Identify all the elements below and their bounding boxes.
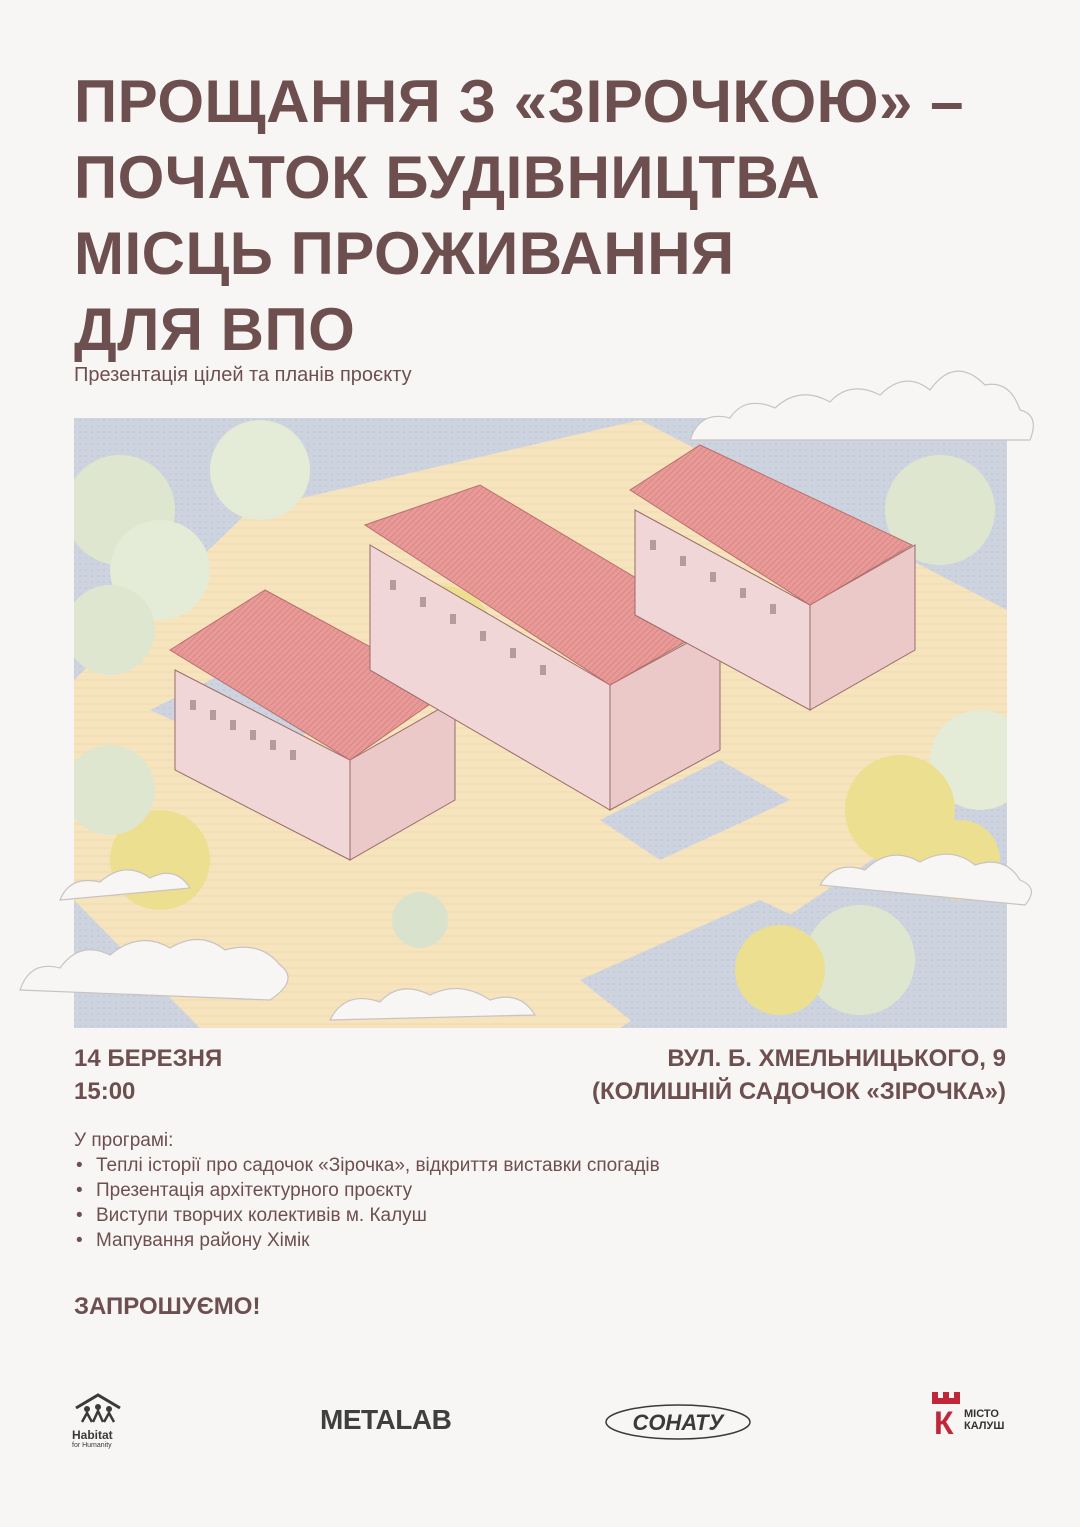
- poster-subtitle: Презентація цілей та планів проєкту: [74, 364, 412, 386]
- program-section: [74, 1128, 660, 1253]
- program-item: • Презентація архітектурного проєкту: [74, 1178, 660, 1203]
- habitat-logo: [72, 1392, 152, 1449]
- kalush-line-2: КАЛУШ: [964, 1420, 1005, 1432]
- program-heading: У програмі:: [74, 1130, 174, 1151]
- program-list: [74, 1153, 660, 1253]
- metalab-logo: METALAB: [320, 1404, 452, 1435]
- event-datetime: [74, 1042, 222, 1108]
- habitat-sub: for Humanity: [72, 1442, 112, 1449]
- title-line-4: ДЛЯ ВПО: [74, 296, 356, 363]
- poster-title: [74, 64, 1034, 368]
- building-illustration: [0, 340, 1080, 1040]
- kalush-line-1: МІСТО: [964, 1408, 999, 1420]
- habitat-house-icon: [72, 1392, 124, 1424]
- kalush-logo: [930, 1390, 1005, 1445]
- address-line-1: ВУЛ. Б. ХМЕЛЬНИЦЬКОГО, 9: [667, 1045, 1006, 1072]
- address-line-2: (КОЛИШНІЙ САДОЧОК «ЗІРОЧКА»): [592, 1078, 1006, 1105]
- kalush-letter: К: [934, 1405, 954, 1440]
- program-item: • Теплі історії про садочок «Зірочка», відкриття виставки спогадів: [74, 1153, 660, 1178]
- invitation-text: ЗАПРОШУЄМО!: [74, 1293, 261, 1320]
- program-item: • Виступи творчих колективів м. Калуш: [74, 1203, 660, 1228]
- sonatu-text: СОНАТУ: [632, 1410, 724, 1435]
- title-line-2: ПОЧАТОК БУДІВНИЦТВА: [74, 144, 821, 211]
- event-time: 15:00: [74, 1078, 136, 1105]
- event-address: [592, 1042, 1006, 1108]
- habitat-name: Habitat: [72, 1428, 113, 1442]
- kalush-tower-icon: [930, 1390, 962, 1440]
- event-date: 14 БЕРЕЗНЯ: [74, 1045, 223, 1072]
- program-item: • Мапування району Хімік: [74, 1228, 660, 1253]
- title-line-1: ПРОЩАННЯ З «ЗІРОЧКОЮ» –: [74, 68, 964, 135]
- partner-logos: [0, 1380, 1080, 1480]
- sonatu-logo: [603, 1402, 753, 1447]
- title-line-3: МІСЦЬ ПРОЖИВАННЯ: [74, 220, 735, 287]
- kalush-text: [964, 1408, 1004, 1432]
